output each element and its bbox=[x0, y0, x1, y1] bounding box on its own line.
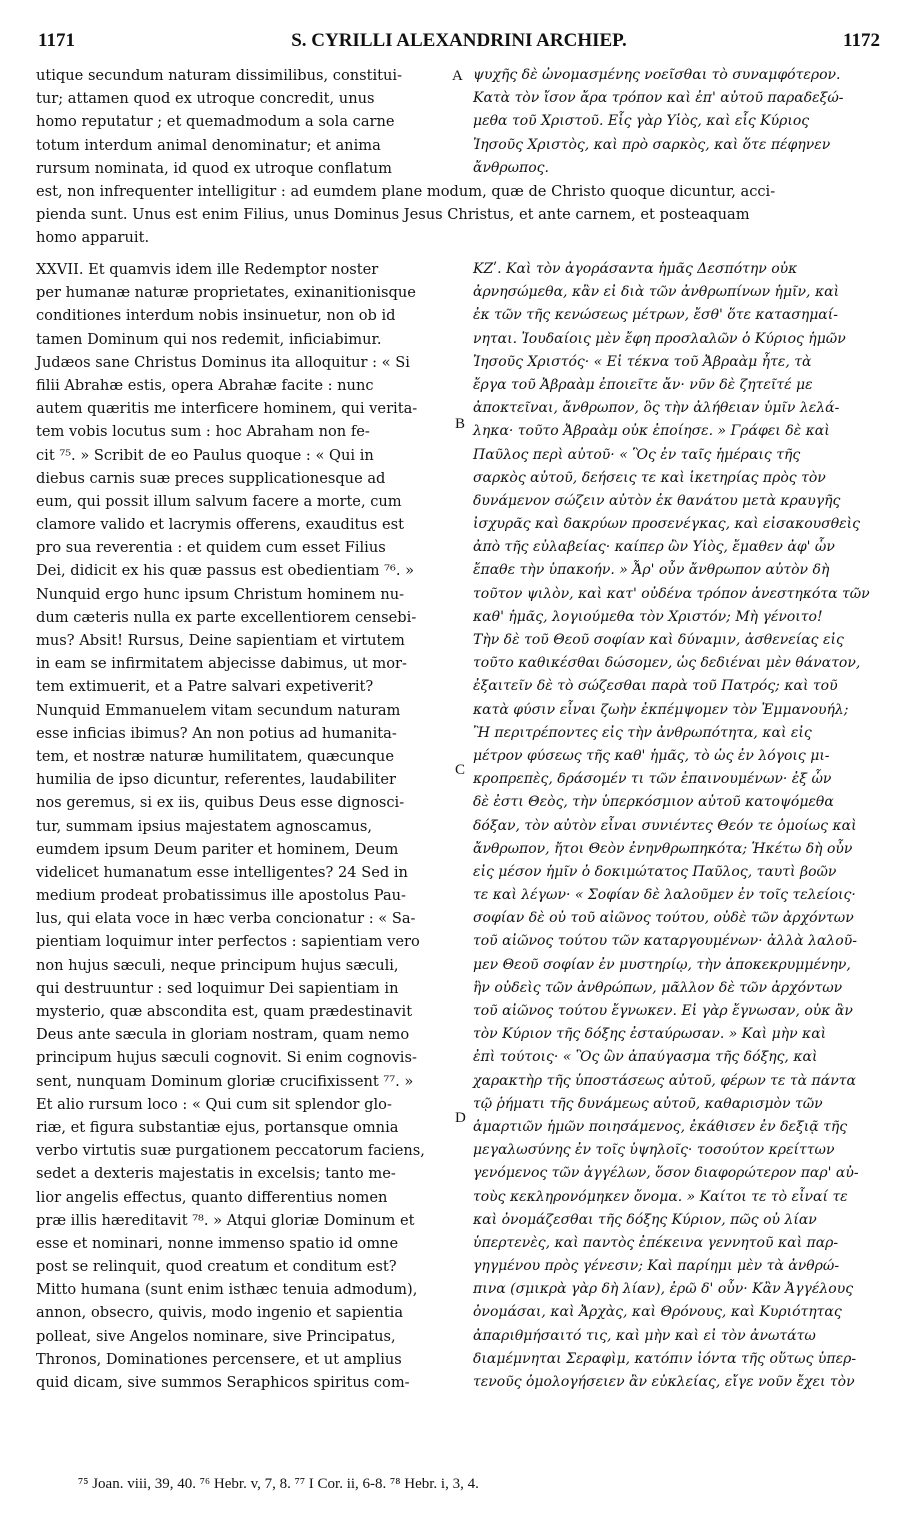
text-line: verbo virtutis suæ purgationem peccatorum faciens, bbox=[36, 1142, 425, 1160]
text-line: τῷ ῥήματι τῆς δυνάμεως αὐτοῦ, καθαρισμὸν τῶν bbox=[473, 1095, 823, 1112]
text-line: medium prodeat probatissimus ille apostolus Pau- bbox=[36, 887, 406, 905]
text-line: τὸν Κύριον τῆς δόξης ἐσταύρωσαν. » Καὶ μὴν καὶ bbox=[473, 1026, 827, 1043]
text-line: est, non infrequenter intelligitur : ad eumdem plane modum, quæ de Christo quoque dicuntur, acci- bbox=[36, 183, 776, 200]
text-line: sedet a dexteris majestatis in excelsis; tanto me- bbox=[36, 1165, 396, 1183]
text-line: tur, summam ipsius majestatem agnoscamus, bbox=[36, 817, 373, 835]
text-line: ἀπαριθμήσαιτό τις, καὶ μὴν καὶ εἰ τὸν ἀνωτάτω bbox=[473, 1327, 816, 1344]
text-line: utique secundum naturam dissimilibus, constitui- bbox=[36, 67, 403, 84]
margin-marker-c: C bbox=[455, 762, 466, 778]
text-line: ἣν οὐδεὶς τῶν ἀνθρώπων, μᾶλλον δὲ τῶν ἀρχόντων bbox=[473, 979, 843, 996]
text-line: Nunquid ergo hunc ipsum Christum hominem nu- bbox=[36, 585, 405, 603]
text-line: sent, nunquam Dominum gloriæ crucifixissent ⁷⁷. » bbox=[36, 1072, 414, 1090]
text-line: principum hujus sæculi cognovit. Si enim cognovis- bbox=[36, 1049, 417, 1067]
margin-marker-b: B bbox=[455, 416, 466, 432]
text-line: humilia de ipso dicuntur, referentes, laudabiliter bbox=[36, 771, 396, 789]
text-line: καὶ ὀνομάζεσθαι τῆς δόξης Κύριον, πῶς οὐ λίαν bbox=[473, 1211, 817, 1228]
text-line: μεν Θεοῦ σοφίαν ἐν μυστηρίῳ, τὴν ἀποκεκρυμμένην, bbox=[473, 956, 851, 973]
text-line: εἰς μέσον ἡμῖν ὁ δοκιμώτατος Παῦλος, ταυτὶ βοῶν bbox=[473, 863, 837, 880]
text-line: ἀρνησώμεθα, κἂν εἰ διὰ τῶν ἀνθρωπίνων ἡμῖν, καὶ bbox=[473, 284, 840, 301]
text-line: videlicet humanatum esse intelligentes? 24 Sed in bbox=[36, 863, 408, 881]
text-line: per humanæ naturæ proprietates, exinanitionisque bbox=[36, 284, 416, 302]
text-line: Mitto humana (sunt enim isthæc tenuia admodum), bbox=[36, 1281, 418, 1299]
text-line: tamen Dominum qui nos redemit, inficiabimur. bbox=[36, 330, 382, 348]
text-line: ἀπὸ τῆς εὐλαβείας· καίπερ ὢν Υἱὸς, ἔμαθεν ἀφ' ὧν bbox=[473, 539, 835, 556]
text-line: dum cæteris nulla ex parte excellentiorem censebi- bbox=[36, 608, 417, 626]
text-line: clamore valido et lacrymis offerens, exauditus est bbox=[36, 516, 404, 534]
text-line: τοῦτον ψιλὸν, καὶ κατ' οὐδένα τρόπον ἀνεστηκότα τῶν bbox=[473, 585, 870, 602]
text-line: σαρκὸς αὐτοῦ, δεήσεις τε καὶ ἱκετηρίας πρὸς τὸν bbox=[473, 469, 826, 486]
text-line: nos geremus, si ex iis, quibus Deus esse dignosci- bbox=[36, 794, 405, 812]
text-line: ἔπαθε τὴν ὑπακοήν. » Ἆρ' οὖν ἄνθρωπον αὐτὸν δὴ bbox=[473, 562, 830, 579]
text-line: tem extimuerit, et a Patre salvari expetiverit? bbox=[36, 678, 374, 696]
text-line: Ἰησοῦς Χριστὸς, καὶ πρὸ σαρκὸς, καὶ ὅτε πέφηνεν bbox=[473, 136, 831, 153]
text-line: quid dicam, sive summos Seraphicos spiritus com- bbox=[36, 1374, 410, 1391]
text-line: mus? Absit! Rursus, Deine sapientiam et virtutem bbox=[36, 632, 405, 649]
text-line: ἰσχυρᾶς καὶ δακρύων προσενέγκας, καὶ εἰσακουσθεὶς bbox=[473, 516, 861, 533]
text-line: XXVII. Et quamvis idem ille Redemptor noster bbox=[36, 261, 379, 278]
text-line: ὀνομάσαι, καὶ Ἀρχὰς, καὶ Θρόνους, καὶ Κυριότητας bbox=[473, 1304, 842, 1321]
text-line: χαρακτὴρ τῆς ὑποστάσεως αὐτοῦ, φέρων τε τὰ πάντα bbox=[473, 1072, 856, 1089]
text-line: lus, qui elata voce in hæc verba concionatur : « Sa- bbox=[36, 910, 416, 928]
text-line: κροπρεπὲς, δράσομέν τι τῶν ἐπαινουμένων· ἐξ ὧν bbox=[473, 771, 832, 788]
text-line: ἐπὶ τούτοις· « Ὃς ὢν ἀπαύγασμα τῆς δόξης, καὶ bbox=[473, 1049, 818, 1066]
text-line: pientiam loquimur inter perfectos : sapientiam vero bbox=[36, 933, 420, 951]
text-line: γενόμενος τῶν ἀγγέλων, ὅσον διαφορώτερον παρ' αὐ- bbox=[473, 1165, 859, 1182]
text-line: Τὴν δὲ τοῦ Θεοῦ σοφίαν καὶ δύναμιν, ἀσθενείας εἰς bbox=[473, 632, 844, 648]
text-line: autem quæritis me interficere hominem, qui verita- bbox=[36, 400, 418, 418]
greek-main-column bbox=[473, 258, 885, 1394]
text-line: ἔργα τοῦ Ἀβραὰμ ἐποιεῖτε ἄν· νῦν δὲ ζητεῖτέ με bbox=[473, 376, 813, 393]
text-line: τενοῦς ὁμολογήσειεν ἂν εὐκλείας, εἴγε νοῦν ἔχει τὸν bbox=[473, 1374, 855, 1390]
text-line: τοῦτο καθικέσθαι δώσομεν, ὡς δεδιέναι μὲν θάνατον, bbox=[473, 655, 861, 672]
text-line: Ἰησοῦς Χριστός· « Εἰ τέκνα τοῦ Ἀβραὰμ ἦτε, τὰ bbox=[473, 353, 812, 370]
text-line: rursum nominata, id quod ex utroque conflatum bbox=[36, 159, 392, 177]
text-line: ψυχῆς δὲ ὠνομασμένης νοεῖσθαι τὸ συναμφότερον. bbox=[473, 67, 841, 83]
text-line: σοφίαν δὲ οὐ τοῦ αἰῶνος τούτου, οὐδὲ τῶν ἀρχόντων bbox=[473, 910, 854, 927]
text-line: κατὰ φύσιν εἶναι ζωὴν ἐκπέμψομεν τὸν Ἐμμανουήλ; bbox=[473, 701, 849, 718]
text-line: post se relinquit, quod creatum et conditum est? bbox=[36, 1258, 397, 1276]
text-line: præ illis hæreditavit ⁷⁸. » Atqui gloriæ Dominum et bbox=[36, 1211, 415, 1229]
page-number-right: 1172 bbox=[843, 30, 880, 51]
text-line: totum interdum animal denominatur; et anima bbox=[36, 136, 381, 154]
text-line: ἀποκτεῖναι, ἄνθρωπον, ὃς τὴν ἀλήθειαν ὑμῖν λελά- bbox=[473, 400, 840, 417]
text-line: lior angelis effectus, quanto differentius nomen bbox=[36, 1188, 388, 1206]
text-line: τε καὶ λέγων· « Σοφίαν δὲ λαλοῦμεν ἐν τοῖς τελείοις· bbox=[473, 887, 856, 904]
text-line: Κατὰ τὸν ἴσον ἄρα τρόπον καὶ ἐπ' αὐτοῦ παραδεξώ- bbox=[473, 90, 844, 107]
text-line: Dei, didicit ex his quæ passus est obedientiam ⁷⁶. » bbox=[36, 562, 415, 580]
text-line: γηγμένου πρὸς γένεσιν; Καὶ παρίημι μὲν τὰ ἀνθρώ- bbox=[473, 1258, 840, 1275]
text-line: conditiones interdum nobis insinuetur, non ob id bbox=[36, 307, 396, 325]
text-line: polleat, sive Angelos nominare, sive Principatus, bbox=[36, 1327, 396, 1345]
text-line: ἄνθρωπος. bbox=[473, 159, 549, 176]
page-number-left: 1171 bbox=[38, 30, 75, 51]
text-line: ὑπερτενὲς, καὶ παντὸς ἐπέκεινα γεννητοῦ καὶ παρ- bbox=[473, 1234, 839, 1251]
text-line: δόξαν, τὸν αὐτὸν εἶναι συνιέντες Θεόν τε ὁμοίως καὶ bbox=[473, 817, 857, 834]
spanning-text-block bbox=[36, 180, 886, 250]
text-line: non hujus sæculi, neque principum hujus sæculi, bbox=[36, 956, 399, 974]
text-line: homo reputatur ; et quemadmodum a sola carne bbox=[36, 113, 395, 131]
text-line: Judæos sane Christus Dominus ita alloquitur : « Si bbox=[36, 353, 410, 371]
text-line: mysterio, quæ abscondita est, quam prædestinavit bbox=[36, 1003, 413, 1020]
text-line: ληκα· τοῦτο Ἀβραὰμ οὐκ ἐποίησε. » Γράφει δὲ καὶ bbox=[473, 423, 830, 440]
greek-top-block bbox=[473, 64, 885, 180]
text-line: diebus carnis suæ preces supplicationesque ad bbox=[36, 469, 386, 487]
text-line: riæ, et figura substantiæ ejus, portansque omnia bbox=[36, 1118, 399, 1136]
latin-top-block bbox=[36, 64, 454, 180]
text-line: pienda sunt. Unus est enim Filius, unus Dominus Jesus Christus, et ante carnem, et posteaquam bbox=[36, 206, 750, 224]
text-line: τοῦ αἰῶνος τούτου ἔγνωκεν. Εἰ γὰρ ἔγνωσαν, οὐκ ἂν bbox=[473, 1003, 853, 1019]
text-line: annon, obsecro, quivis, modo ingenio et sapientia bbox=[36, 1304, 404, 1322]
text-line: tur; attamen quod ex utroque concredit, unus bbox=[36, 90, 375, 108]
text-line: δὲ ἐστι Θεὸς, τὴν ὑπερκόσμιον αὐτοῦ κατοψόμεθα bbox=[473, 794, 834, 811]
text-line: Nunquid Emmanuelem vitam secundum naturam bbox=[36, 701, 401, 719]
text-line: ἄνθρωπον, ἤτοι Θεὸν ἐνηνθρωπηκότα; Ἡκέτω δὴ οὖν bbox=[473, 840, 853, 857]
margin-marker-d: D bbox=[455, 1110, 466, 1126]
text-line: δυνάμενον σώζειν αὐτὸν ἐκ θανάτου μετὰ κραυγῆς bbox=[473, 492, 841, 509]
latin-main-column bbox=[36, 258, 454, 1394]
text-line: τοῦ αἰῶνος τούτου τῶν καταργουμένων· ἀλλὰ λαλοῦ- bbox=[473, 933, 857, 950]
text-line: pro sua reverentia : et quidem cum esset Filius bbox=[36, 539, 386, 557]
footnotes: ⁷⁵ Joan. viii, 39, 40. ⁷⁶ Hebr. v, 7, 8. ⁷⁷ I Cor. ii, 6-8. ⁷⁸ Hebr. i, 3, 4. bbox=[78, 1476, 479, 1492]
text-line: Thronos, Dominationes percensere, et ut amplius bbox=[36, 1350, 402, 1368]
text-line: tem, et nostræ naturæ humilitatem, quæcunque bbox=[36, 747, 394, 765]
text-line: ἐξαιτεῖν δὲ τὸ σώζεσθαι παρὰ τοῦ Πατρός; καὶ τοῦ bbox=[473, 678, 838, 695]
text-line: διαμέμνηται Σεραφὶμ, κατόπιν ἰόντα τῆς οὕτως ὑπερ- bbox=[473, 1350, 857, 1367]
text-line: ΚΖʹ. Καὶ τὸν ἀγοράσαντα ἡμᾶς Δεσπότην οὐκ bbox=[473, 261, 798, 277]
text-line: καθ' ἡμᾶς, λογιούμεθα τὸν Χριστόν; Μὴ γένοιτο! bbox=[473, 608, 823, 625]
text-line: homo apparuit. bbox=[36, 229, 150, 247]
text-line: ἁμαρτιῶν ἡμῶν ποιησάμενος, ἐκάθισεν ἐν δεξιᾷ τῆς bbox=[473, 1118, 848, 1135]
page-header bbox=[38, 30, 880, 54]
margin-marker-a: A bbox=[452, 68, 463, 84]
text-line: eumdem ipsum Deum pariter et hominem, Deum bbox=[36, 840, 399, 858]
text-line: νηται. Ἰουδαίοις μὲν ἔφη προσλαλῶν ὁ Κύριος ἡμῶν bbox=[473, 330, 846, 347]
text-line: esse et nominari, nonne immenso spatio id omne bbox=[36, 1234, 399, 1252]
text-line: μεγαλωσύνης ἐν τοῖς ὑψηλοῖς· τοσούτον κρείττων bbox=[473, 1142, 835, 1159]
text-line: ἐκ τῶν τῆς κενώσεως μέτρων, ἔσθ' ὅτε κατασημαί- bbox=[473, 307, 838, 324]
text-line: Παῦλος περὶ αὐτοῦ· « Ὃς ἐν ταῖς ἡμέραις τῆς bbox=[473, 446, 801, 463]
text-line: Et alio rursum loco : « Qui cum sit splendor glo- bbox=[36, 1095, 392, 1113]
text-line: πινα (σμικρὰ γὰρ δὴ λίαν), ἐρῶ δ' οὖν· Κἂν Ἀγγέλους bbox=[473, 1281, 854, 1298]
text-line: eum, qui possit illum salvum facere a morte, cum bbox=[36, 492, 402, 510]
text-line: tem vobis locutus sum : hoc Abraham non fe- bbox=[36, 423, 370, 441]
text-line: Ἢ περιτρέποντες εἰς τὴν ἀνθρωπότητα, καὶ εἰς bbox=[473, 724, 812, 741]
text-line: filii Abrahæ estis, opera Abrahæ facite : nunc bbox=[36, 376, 374, 394]
text-line: μεθα τοῦ Χριστοῦ. Εἷς γὰρ Υἱὸς, καὶ εἷς Κύριος bbox=[473, 113, 810, 130]
text-line: μέτρον φύσεως τῆς καθ' ἡμᾶς, τὸ ὡς ἐν λόγοις μι- bbox=[473, 747, 830, 764]
text-line: cit ⁷⁵. » Scribit de eo Paulus quoque : « Qui in bbox=[36, 446, 374, 464]
text-line: τοὺς κεκληρονόμηκεν ὄνομα. » Καίτοι τε τὸ εἶναί τε bbox=[473, 1188, 848, 1205]
text-line: Deus ante sæcula in gloriam nostram, quam nemo bbox=[36, 1026, 410, 1044]
running-title: S. CYRILLI ALEXANDRINI ARCHIEP. bbox=[291, 30, 627, 51]
text-line: in eam se infirmitatem abjecisse dabimus, ut mor- bbox=[36, 655, 407, 673]
text-line: qui destruuntur : sed loquimur Dei sapientiam in bbox=[36, 979, 399, 997]
text-line: esse inficias ibimus? An non potius ad humanita- bbox=[36, 724, 397, 742]
